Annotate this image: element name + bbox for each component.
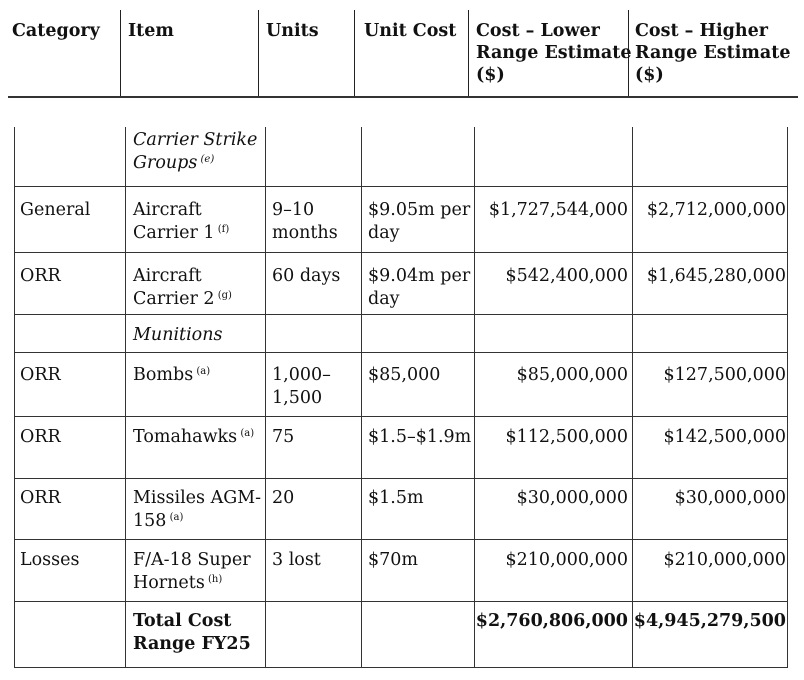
cell-line: [133, 152, 257, 175]
row-rule: [14, 478, 788, 479]
footnote-marker: (g): [214, 290, 232, 301]
category-cell: Losses: [20, 550, 80, 570]
header-line: Cost – Lower: [476, 21, 600, 41]
category-cell: General: [20, 200, 91, 220]
row-rule: [14, 539, 788, 540]
cell-line: [133, 510, 261, 533]
cell-line: [133, 549, 251, 572]
cell-line: [133, 610, 251, 633]
table-body: [14, 127, 788, 668]
cost-lower-cell: $2,760,806,000: [475, 611, 628, 631]
row-rule: [14, 416, 788, 417]
cell-line: [133, 129, 257, 152]
cell-text: 60 days: [272, 266, 341, 286]
cell-text: Bombs: [133, 365, 194, 385]
row-rule: [14, 252, 788, 253]
column-divider: [787, 127, 788, 668]
cell-line: [133, 288, 232, 311]
cell-text: Groups: [133, 153, 198, 173]
cell-text: Carrier 1: [133, 223, 215, 243]
category-cell: ORR: [20, 427, 61, 447]
row-rule: [14, 352, 788, 353]
cell-line: [272, 265, 340, 288]
cell-text: Range FY25: [133, 634, 251, 654]
item-cell: [133, 324, 222, 347]
cell-line: [272, 426, 294, 449]
cell-text: 158: [133, 511, 167, 531]
column-divider: [632, 127, 633, 668]
cell-text: $1.5m: [368, 488, 424, 508]
units-cell: [272, 364, 331, 410]
header-divider: [258, 10, 259, 98]
cell-text: $9.04m per: [368, 266, 471, 286]
item-cell: [133, 549, 251, 595]
category-cell: ORR: [20, 266, 61, 286]
cell-text: Tomahawks: [133, 427, 238, 447]
cell-text: $9.05m per: [368, 200, 471, 220]
column-divider: [125, 127, 126, 668]
header-category: Category: [12, 21, 100, 41]
header-cost-higher: [635, 20, 790, 86]
units-cell: [272, 426, 294, 449]
footnote-marker: (e): [197, 154, 215, 165]
header-unit-cost: Unit Cost: [364, 21, 457, 41]
item-cell: [133, 265, 232, 311]
cell-text: 1,000–: [272, 365, 331, 385]
cell-line: [272, 222, 338, 245]
footnote-marker: (a): [166, 512, 184, 523]
unit-cost-cell: [368, 487, 424, 510]
item-cell: [133, 610, 251, 656]
header-line: ($): [635, 65, 664, 85]
row-rule: [14, 314, 788, 315]
units-cell: [272, 265, 340, 288]
header-divider: [468, 10, 469, 98]
cell-line: [133, 633, 251, 656]
category-cell: ORR: [20, 488, 61, 508]
cost-lower-cell: $210,000,000: [505, 550, 628, 570]
header-cost-lower: [476, 20, 631, 86]
cost-lower-cell: $542,400,000: [505, 266, 628, 286]
unit-cost-cell: [368, 199, 470, 245]
column-divider: [361, 127, 362, 668]
item-cell: [133, 129, 257, 175]
cell-line: [133, 572, 251, 595]
unit-cost-cell: [368, 364, 440, 387]
cell-line: [133, 324, 222, 347]
cost-lower-cell: $112,500,000: [505, 427, 628, 447]
category-cell: ORR: [20, 365, 61, 385]
cell-text: Total Cost: [133, 611, 232, 631]
cell-line: [272, 549, 321, 572]
cost-higher-cell: $30,000,000: [674, 488, 786, 508]
header-line: Cost – Higher: [635, 21, 768, 41]
cell-text: 3 lost: [272, 550, 321, 570]
cost-lower-cell: $1,727,544,000: [488, 200, 628, 220]
row-rule: [14, 601, 788, 602]
footnote-marker: (h): [204, 574, 223, 585]
header-divider: [120, 10, 121, 98]
cell-text: Carrier 2: [133, 289, 215, 309]
item-cell: [133, 487, 261, 533]
cell-line: [368, 288, 470, 311]
cell-line: [368, 265, 470, 288]
column-divider: [474, 127, 475, 668]
cell-line: [272, 364, 331, 387]
footnote-marker: (f): [214, 224, 230, 235]
cell-text: day: [368, 223, 400, 243]
cell-line: [368, 199, 470, 222]
cost-higher-cell: $210,000,000: [663, 550, 786, 570]
header-line: ($): [476, 65, 505, 85]
cell-text: 1,500: [272, 388, 323, 408]
cost-higher-cell: $4,945,279,500: [633, 611, 786, 631]
cell-text: 9–10: [272, 200, 315, 220]
cell-text: $70m: [368, 550, 418, 570]
cell-line: [133, 487, 261, 510]
cell-text: Munitions: [133, 325, 223, 345]
units-cell: [272, 487, 294, 510]
cell-text: day: [368, 289, 400, 309]
row-rule: [14, 667, 788, 668]
cell-text: Aircraft: [133, 200, 202, 220]
cost-higher-cell: $2,712,000,000: [646, 200, 786, 220]
row-rule: [14, 186, 788, 187]
cell-text: Missiles AGM-: [133, 488, 262, 508]
cell-text: 20: [272, 488, 295, 508]
cell-text: 75: [272, 427, 295, 447]
units-cell: [272, 549, 321, 572]
cell-text: Aircraft: [133, 266, 202, 286]
header-line: Range Estimate: [476, 43, 632, 63]
cell-text: Hornets: [133, 573, 205, 593]
item-cell: [133, 426, 254, 449]
unit-cost-cell: [368, 265, 470, 311]
cell-text: Carrier Strike: [133, 130, 258, 150]
cell-line: [133, 265, 232, 288]
cost-lower-cell: $85,000,000: [516, 365, 628, 385]
cell-line: [133, 426, 254, 449]
cost-lower-cell: $30,000,000: [516, 488, 628, 508]
footnote-marker: (a): [237, 428, 255, 439]
table-header: [8, 10, 798, 98]
cell-line: [272, 487, 294, 510]
units-cell: [272, 199, 338, 245]
header-units: Units: [266, 21, 319, 41]
cell-text: $85,000: [368, 365, 441, 385]
cell-line: [368, 222, 470, 245]
footnote-marker: (a): [193, 366, 211, 377]
column-divider: [14, 127, 15, 668]
cell-text: $1.5–$1.9m: [368, 427, 472, 447]
cell-line: [368, 549, 418, 572]
cell-line: [133, 199, 229, 222]
cell-text: months: [272, 223, 338, 243]
cell-line: [272, 387, 331, 410]
cost-higher-cell: $1,645,280,000: [646, 266, 786, 286]
header-item: Item: [128, 21, 174, 41]
item-cell: [133, 364, 210, 387]
cost-higher-cell: $127,500,000: [663, 365, 786, 385]
cell-line: [368, 426, 471, 449]
cell-line: [368, 364, 440, 387]
cell-line: [368, 487, 424, 510]
item-cell: [133, 199, 229, 245]
header-divider: [354, 10, 355, 98]
cell-text: F/A-18 Super: [133, 550, 251, 570]
cell-line: [133, 222, 229, 245]
cost-higher-cell: $142,500,000: [663, 427, 786, 447]
cell-line: [272, 199, 338, 222]
unit-cost-cell: [368, 549, 418, 572]
header-line: Range Estimate: [635, 43, 791, 63]
column-divider: [265, 127, 266, 668]
header-rule: [8, 96, 798, 98]
unit-cost-cell: [368, 426, 471, 449]
cell-line: [133, 364, 210, 387]
